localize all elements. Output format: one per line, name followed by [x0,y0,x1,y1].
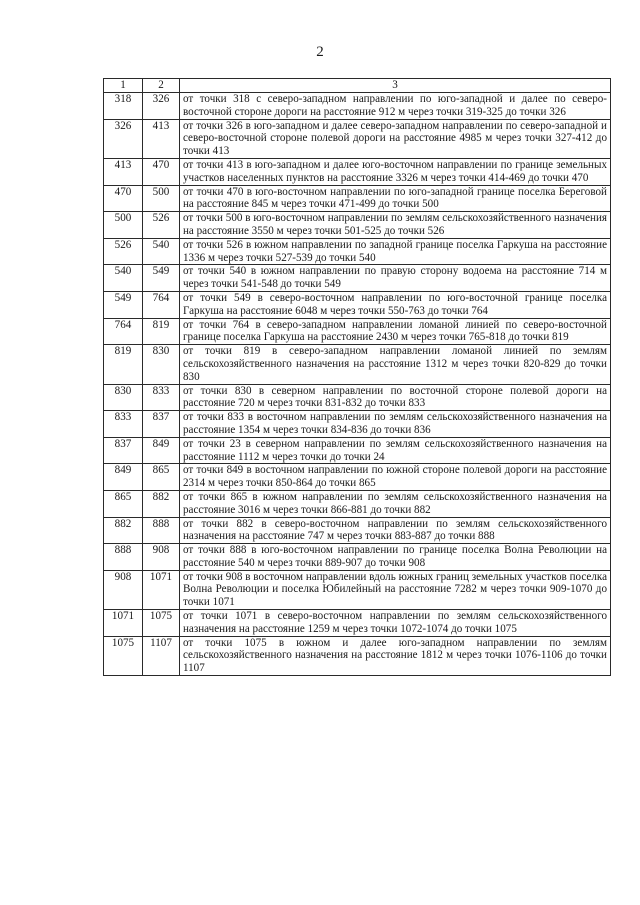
description-cell: от точки 413 в юго-западном и далее юго-восточном направлении по границе земельных участков населенных пунктов на расстояние 3326 м через точки 414-469 до точки 470 [180,158,611,185]
description-cell: от точки 888 в юго-восточном направлении по границе поселка Волна Революции на расстояние 540 м через точки 889-907 до точки 908 [180,544,611,571]
description-cell: от точки 326 в юго-западном и далее северо-западном направлении по северо-западной и северо-восточной стороне полевой дороги на расстояние 4985 м через точки 327-412 до точки 413 [180,119,611,158]
end-point-cell: 413 [143,119,180,158]
table-row [104,570,611,609]
start-point-cell: 1075 [104,636,143,675]
end-point-cell: 526 [143,212,180,239]
table-row [104,185,611,212]
start-point-cell: 500 [104,212,143,239]
start-point-cell: 470 [104,185,143,212]
end-point-cell: 908 [143,544,180,571]
end-point-cell: 1071 [143,570,180,609]
table-row [104,490,611,517]
table-row [104,345,611,384]
table-row [104,291,611,318]
table-row [104,517,611,544]
description-cell: от точки 500 в юго-восточном направлении по землям сельскохозяйственного назначения на расстояние 3550 м через точки 501-525 до точки 526 [180,212,611,239]
table-row [104,158,611,185]
end-point-cell: 888 [143,517,180,544]
table-header-row [104,79,611,93]
start-point-cell: 326 [104,119,143,158]
end-point-cell: 549 [143,265,180,292]
start-point-cell: 865 [104,490,143,517]
end-point-cell: 1107 [143,636,180,675]
table-body [104,93,611,676]
table-row [104,636,611,675]
end-point-cell: 819 [143,318,180,345]
start-point-cell: 413 [104,158,143,185]
description-cell: от точки 830 в северном направлении по восточной стороне полевой дороги на расстояние 720 м через точки 831-832 до точки 833 [180,384,611,411]
start-point-cell: 888 [104,544,143,571]
table-row [104,464,611,491]
start-point-cell: 849 [104,464,143,491]
end-point-cell: 764 [143,291,180,318]
description-cell: от точки 318 с северо-западном направлении по юго-западной и далее по северо-восточной стороне дороги на расстояние 912 м через точки 319-325 до точки 326 [180,93,611,120]
start-point-cell: 819 [104,345,143,384]
description-cell: от точки 833 в восточном направлении по землям сельскохозяйственного назначения на расстояние 1354 м через точки 834-836 до точки 836 [180,411,611,438]
table-row [104,318,611,345]
table-row [104,437,611,464]
column-header-2: 2 [143,79,180,93]
start-point-cell: 882 [104,517,143,544]
column-header-3: 3 [180,79,611,93]
description-cell: от точки 764 в северо-западном направлении ломаной линией по северо-восточной границе поселка Гаркуша на расстояние 2430 м через точки 765-818 до точки 819 [180,318,611,345]
start-point-cell: 318 [104,93,143,120]
start-point-cell: 526 [104,238,143,265]
description-cell: от точки 819 в северо-западном направлении ломаной линией по землям сельскохозяйственного назначения на расстояние 1312 м через точки 820-829 до точки 830 [180,345,611,384]
boundary-table [103,78,611,676]
end-point-cell: 326 [143,93,180,120]
start-point-cell: 833 [104,411,143,438]
table-row [104,238,611,265]
description-cell: от точки 549 в северо-восточном направлении по юго-восточной границе поселка Гаркуша на расстояние 6048 м через точки 550-763 до точки 764 [180,291,611,318]
table-row [104,265,611,292]
end-point-cell: 837 [143,411,180,438]
table-row [104,411,611,438]
description-cell: от точки 470 в юго-восточном направлении по юго-западной границе поселка Береговой на расстояние 845 м через точки 471-499 до точки 500 [180,185,611,212]
start-point-cell: 764 [104,318,143,345]
end-point-cell: 865 [143,464,180,491]
table-row [104,544,611,571]
end-point-cell: 540 [143,238,180,265]
page-number: 2 [316,44,324,60]
description-cell: от точки 1075 в южном и далее юго-западном направлении по землям сельскохозяйственного назначения на расстояние 1812 м через точки 1076-1106 до точки 1107 [180,636,611,675]
table-row [104,119,611,158]
start-point-cell: 549 [104,291,143,318]
end-point-cell: 470 [143,158,180,185]
description-cell: от точки 23 в северном направлении по землям сельскохозяйственного назначения на расстояние 1112 м через точки до точки 24 [180,437,611,464]
column-header-1: 1 [104,79,143,93]
start-point-cell: 908 [104,570,143,609]
description-cell: от точки 540 в южном направлении по правую сторону водоема на расстояние 714 м через точки 541-548 до точки 549 [180,265,611,292]
start-point-cell: 837 [104,437,143,464]
start-point-cell: 1071 [104,610,143,637]
description-cell: от точки 849 в восточном направлении по южной стороне полевой дороги на расстояние 2314 м через точки 850-864 до точки 865 [180,464,611,491]
description-cell: от точки 865 в южном направлении по землям сельскохозяйственного назначения на расстояние 3016 м через точки 866-881 до точки 882 [180,490,611,517]
end-point-cell: 500 [143,185,180,212]
end-point-cell: 1075 [143,610,180,637]
start-point-cell: 830 [104,384,143,411]
end-point-cell: 849 [143,437,180,464]
table-row [104,384,611,411]
table-row [104,212,611,239]
description-cell: от точки 1071 в северо-восточном направлении по землям сельскохозяйственного назначения на расстояние 1259 м через точки 1072-1074 до точки 1075 [180,610,611,637]
table-row [104,610,611,637]
description-cell: от точки 526 в южном направлении по западной границе поселка Гаркуша на расстояние 1336 м через точки 527-539 до точки 540 [180,238,611,265]
start-point-cell: 540 [104,265,143,292]
end-point-cell: 882 [143,490,180,517]
end-point-cell: 833 [143,384,180,411]
table-row [104,93,611,120]
end-point-cell: 830 [143,345,180,384]
description-cell: от точки 882 в северо-восточном направлении по землям сельскохозяйственного назначения на расстояние 747 м через точки 883-887 до точки 888 [180,517,611,544]
description-cell: от точки 908 в восточном направлении вдоль южных границ земельных участков поселка Волна Революции и поселка Юбилейный на расстояние 7282 м через точки 909-1070 до точки 1071 [180,570,611,609]
